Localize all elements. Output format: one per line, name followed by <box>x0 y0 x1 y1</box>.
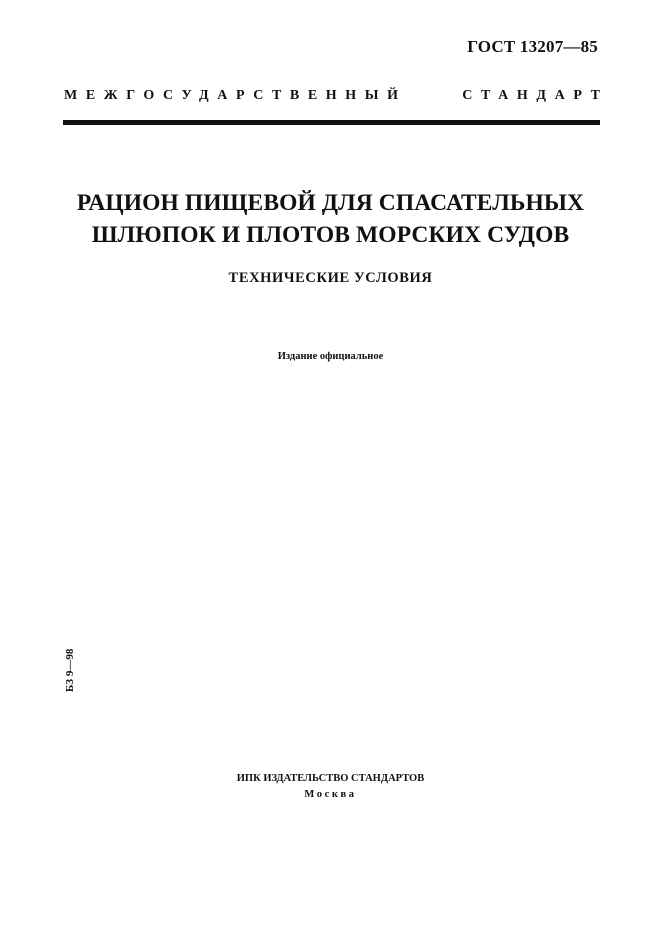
standard-type-heading <box>64 88 609 104</box>
side-code: БЗ 9—98 <box>64 648 76 692</box>
document-title <box>0 187 661 251</box>
standard-type-word-interstate: МЕЖГОСУДАРСТВЕННЫЙ <box>64 88 407 103</box>
title-line-1: РАЦИОН ПИЩЕВОЙ ДЛЯ СПАСАТЕЛЬНЫХ <box>76 190 585 216</box>
standard-type-word-standard: СТАНДАРТ <box>462 88 609 103</box>
document-number: ГОСТ 13207—85 <box>467 37 598 56</box>
document-subtitle: ТЕХНИЧЕСКИЕ УСЛОВИЯ <box>228 270 433 286</box>
title-line-2: ШЛЮПОК И ПЛОТОВ МОРСКИХ СУДОВ <box>91 222 570 248</box>
publisher-city: Москва <box>304 789 357 800</box>
edition-note: Издание официальное <box>277 351 384 362</box>
publisher-name: ИПК ИЗДАТЕЛЬСТВО СТАНДАРТОВ <box>236 773 425 784</box>
header-divider <box>63 120 600 125</box>
